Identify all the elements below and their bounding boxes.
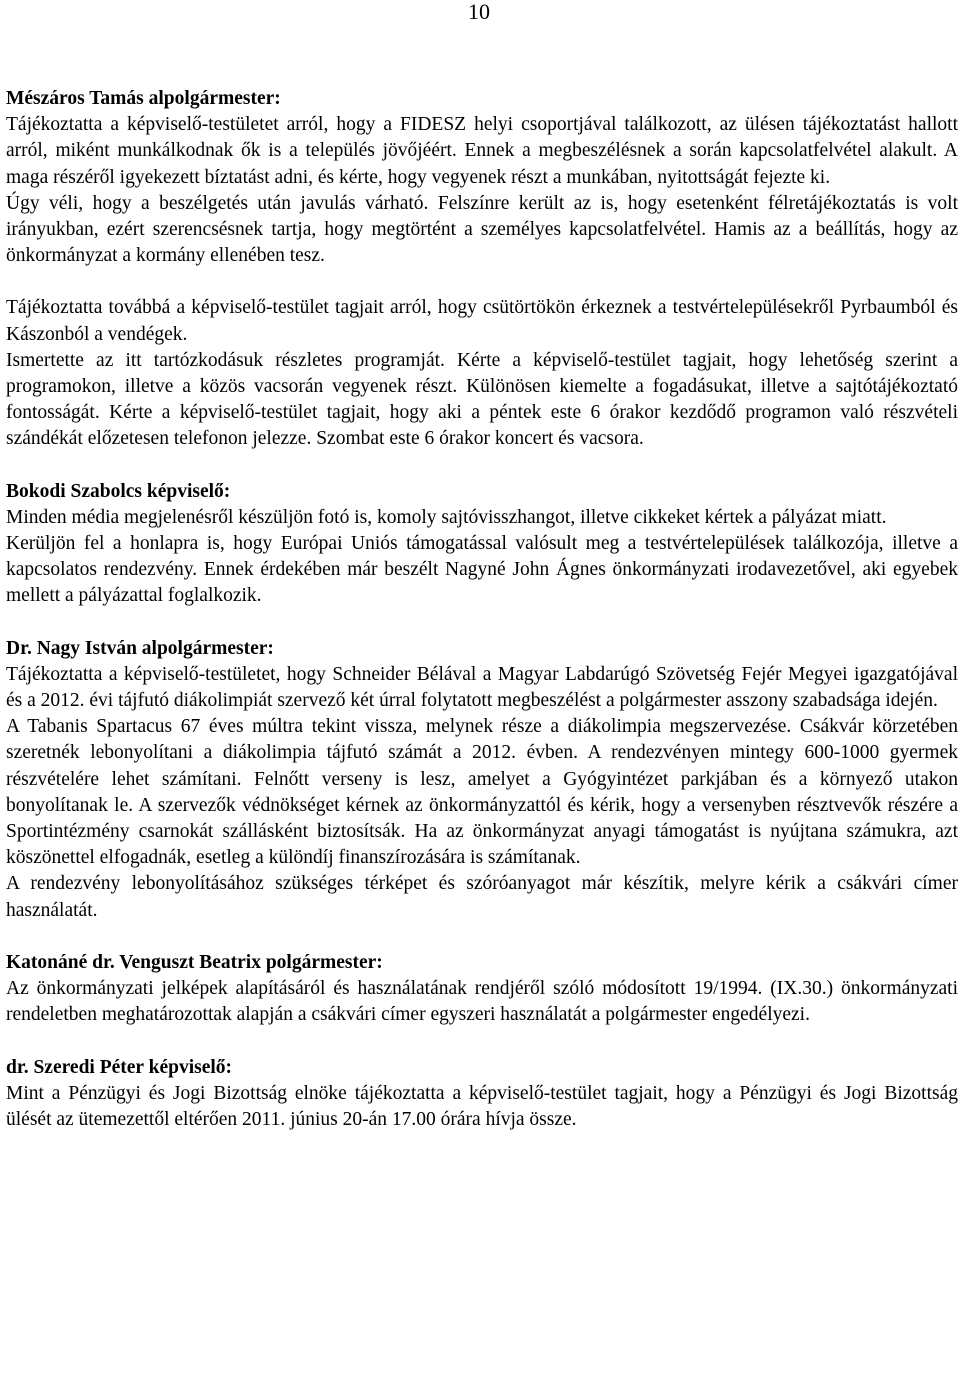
- paragraph: Minden média megjelenésről készüljön fotó is, komoly sajtóvisszhangot, illetve cikkeket kértek a pályázat miatt.: [6, 506, 887, 528]
- paragraph: A Tabanis Spartacus 67 éves múltra tekint vissza, melynek része a diákolimpia megszervezése. Csákvár körzetében szeretnék lebonyolítani a diákolimpia tájfutó számát a 2012. évben. A rendezvényen mintegy 600-1000 gyermek részvételére lehet számítani. Felnőtt verseny is lesz, amelyet a Gyógyintézet parkjában és a környező utakon bonyolítanak le. A szervezők védnökséget kérnek az önkormányzattól és kérik, hogy a versenyben résztvevők részére a Sportintézmény csarnokát szállásként biztosítsák. Ha az önkormányzat anyagi támogatást is nyújtana számukra, azt köszönettel elfogadnák, esetleg a különdíj finanszírozására is számítanak.: [6, 716, 958, 869]
- section-katonane: [6, 950, 958, 1029]
- paragraph: Tájékoztatta továbbá a képviselő-testület tagjait arról, hogy csütörtökön érkeznek a testvértelepülésekről Pyrbaumból és Kászonból a vendégek.: [6, 297, 958, 345]
- document-body: [6, 86, 958, 1159]
- paragraph: A rendezvény lebonyolításához szükséges térképet és szóróanyagot már készítik, melyre kérik a csákvári címer használatát.: [6, 873, 958, 921]
- speaker-heading: Bokodi Szabolcs képviselő:: [6, 480, 231, 502]
- section-bokodi: [6, 479, 958, 610]
- paragraph: Kerüljön fel a honlapra is, hogy Európai Uniós támogatással valósult meg a testvértelepülések találkozója, illetve a kapcsolatos rendezvény. Ennek érdekében már beszélt Nagyné John Ágnes önkormányzati irodavezetővel, aki egyebek mellett a pályázattal foglalkozik.: [6, 533, 958, 607]
- speaker-heading: Dr. Nagy István alpolgármester:: [6, 637, 274, 659]
- paragraph: Ismertette az itt tartózkodásuk részletes programját. Kérte a képviselő-testület tagjait, hogy lehetőség szerint a programokon, illetve a közös vacsorán vegyenek részt. Különösen kiemelte a fogadásukat, illetve a sajtótájékoztató fontosságát. Kérte a képviselő-testület tagjait, hogy aki a péntek este 6 órakor kezdődő programon való részvételi szándékát előzetesen telefonon jelezze. Szombat este 6 órakor koncert és vacsora.: [6, 349, 958, 450]
- paragraph: Mint a Pénzügyi és Jogi Bizottság elnöke tájékoztatta a képviselő-testület tagjait, hogy a Pénzügyi és Jogi Bizottság ülését az ütemezettől eltérően 2011. június 20-án 17.00 órára hívja össze.: [6, 1082, 958, 1130]
- speaker-heading: Katonáné dr. Venguszt Beatrix polgármester:: [6, 951, 383, 973]
- page-number: 10: [468, 0, 490, 24]
- paragraph: Úgy véli, hogy a beszélgetés után javulás várható. Felszínre került az is, hogy esetenként félretájékoztatás is volt irányukban, ezért szerencsésnek tartja, hogy megtörtént a személyes kapcsolatfelvétel. Hamis az a beállítás, hogy az önkormányzat a kormány ellenében tesz.: [6, 192, 958, 267]
- speaker-heading: Mészáros Tamás alpolgármester:: [6, 88, 281, 109]
- paragraph: Tájékoztatta a képviselő-testületet, hogy Schneider Bélával a Magyar Labdarúgó Szövetség Fejér Megyei igazgatójával és a 2012. évi tájfutó diákolimpiát szervező két úrral folytatott megbeszélést a polgármester asszony szabadsága idején.: [6, 663, 958, 712]
- speaker-heading: dr. Szeredi Péter képviselő:: [6, 1056, 233, 1078]
- section-szeredi: [6, 1055, 958, 1134]
- section-nagy: [6, 636, 958, 924]
- document-page: [6, 0, 956, 1396]
- section-meszaros-continued: [6, 295, 958, 452]
- paragraph: Tájékoztatta a képviselő-testületet arról, hogy a FIDESZ helyi csoportjával találkozott, az ülésen tájékoztatást hallott arról, miként munkálkodnak ők is a település jövőjéért. Ennek a megbeszélésnek a során kapcsolatfelvétel alakult. A maga részéről igyekezett bíztatást adni, és kérte, hogy vegyenek részt a munkában, nyitottságát fejezte ki.: [6, 114, 958, 188]
- section-meszaros: [6, 86, 958, 269]
- paragraph: Az önkormányzati jelképek alapításáról és használatának rendjéről szóló módosított 19/1994. (IX.30.) önkormányzati rendeletben meghatározottak alapján a csákvári címer egyszeri használatát a polgármester engedélyezi.: [6, 978, 958, 1026]
